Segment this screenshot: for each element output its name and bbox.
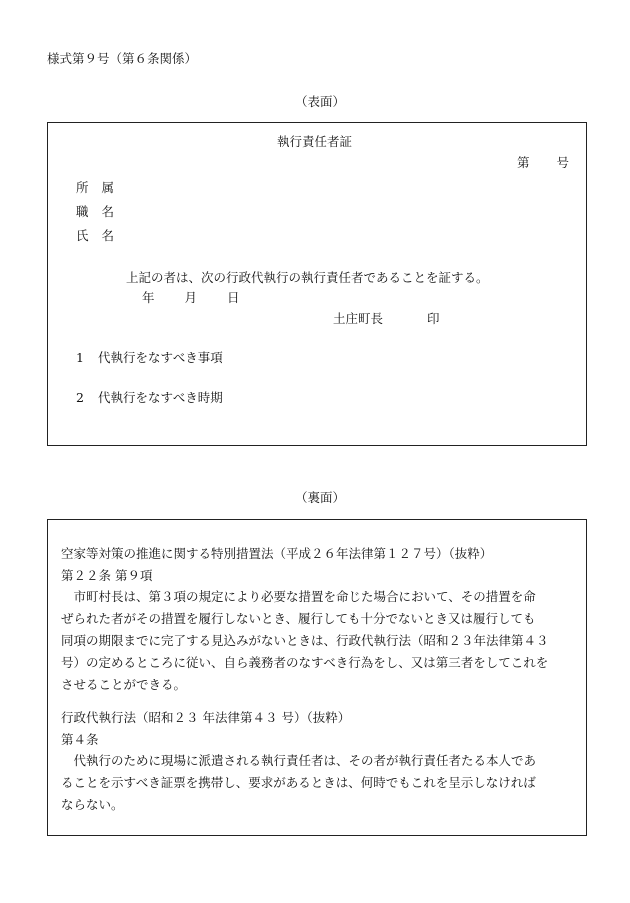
field-char: 名 (101, 228, 115, 243)
law2-body (61, 750, 581, 816)
law2-line: ることを示すべき証票を携帯し、要求があるときは、何時でもこれを呈示しなければ (61, 775, 536, 790)
item-matter (76, 352, 223, 365)
field-affiliation (76, 182, 114, 195)
field-position (76, 206, 114, 219)
law2-heading: 行政代執行法（昭和２３ 年法律第４３ 号）（抜粋） (61, 710, 351, 725)
item-text: 代執行をなすべき時期 (97, 390, 223, 405)
item-number: 1 (76, 350, 84, 365)
law1-body (61, 586, 581, 696)
law1-line: させることができる。 (61, 677, 187, 692)
card-title: 執行責任者証 (277, 134, 353, 149)
item-period (76, 392, 223, 405)
date-day: 日 (227, 290, 240, 305)
issuer-title: 土庄町長 (333, 311, 384, 326)
law1-line: 市町村長は、第３項の規定により必要な措置を命じた場合において、その措置を命 (61, 589, 536, 604)
number-prefix: 第 (517, 155, 530, 170)
issue-date (142, 292, 240, 305)
law1-article: 第２２条 第９項 (61, 568, 153, 583)
date-month: 月 (184, 290, 198, 305)
law1-line: ぜられた者がその措置を履行しないとき、履行しても十分でないとき又は履行しても (61, 611, 536, 626)
field-char: 属 (101, 180, 115, 195)
law1-line: 号）の定めるところに従い、自ら義務者のなすべき行為をし、又は第三者をしてこれを (61, 655, 549, 670)
item-text: 代執行をなすべき事項 (97, 350, 223, 365)
item-number: 2 (76, 390, 84, 405)
field-char: 職 (76, 204, 89, 219)
certify-text: 上記の者は、次の行政代執行の執行責任者であることを証する。 (126, 270, 489, 285)
front-side-label: （表面） (295, 94, 346, 109)
date-year: 年 (142, 290, 155, 305)
law2-line: ならない。 (61, 797, 124, 812)
law1-line: 同項の期限までに完了する見込みがないときは、行政代執行法（昭和２３年法律第４３ (61, 633, 549, 648)
law2-article: 第４条 (61, 732, 99, 747)
field-char: 名 (101, 204, 115, 219)
certificate-number (517, 157, 569, 170)
seal-mark: 印 (427, 311, 440, 326)
field-char: 氏 (76, 228, 89, 243)
law1-heading: 空家等対策の推進に関する特別措置法（平成２６年法律第１２７号）（抜粋） (61, 546, 493, 561)
back-side-label: （裏面） (295, 490, 346, 505)
form-label: 様式第９号（第６条関係） (47, 51, 198, 66)
field-char: 所 (76, 180, 89, 195)
law2-line: 代執行のために現場に派遣される執行責任者は、その者が執行責任者たる本人であ (61, 753, 537, 768)
number-suffix: 号 (556, 155, 570, 170)
issuer-line (333, 313, 440, 326)
field-name (76, 230, 114, 243)
